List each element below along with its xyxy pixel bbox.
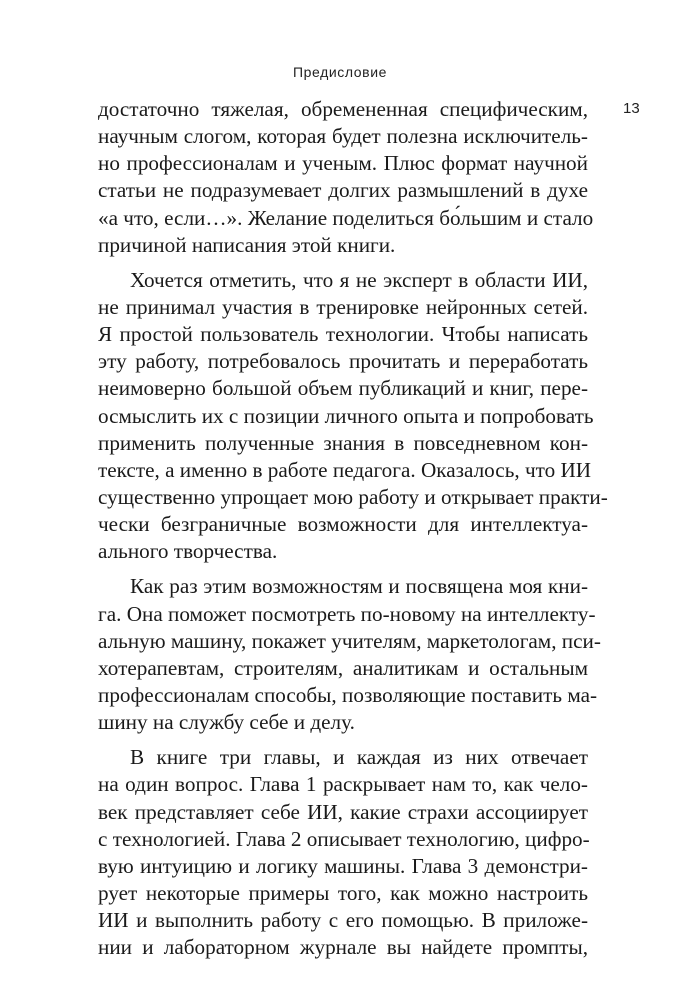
body-text [98,96,608,961]
text-line: достаточно тяжелая, обремененная специфическим, [98,97,588,121]
text-line: рует некоторые примеры того, как можно настроить [98,880,588,905]
text-line: Как раз этим возможностям и посвящена моя кни- [130,574,588,599]
text-line: научным слогом, которая будет полезна исключитель- [98,124,588,149]
text-line: век представляет себе ИИ, какие страхи ассоциирует [98,799,588,824]
text-line: нии и лабораторном журнале вы найдете промпты, [98,935,588,960]
text-line: существенно упрощает мою работу и открывает практи- [98,484,608,509]
text-line: Хочется отметить, что я не эксперт в области ИИ, [130,267,588,292]
text-line: статьи не подразумевает долгих размышлений в духе [98,178,588,203]
page-number: 13 [623,100,640,117]
text-line: альную машину, покажет учителям, маркетологам, пси- [98,628,601,653]
text-line: профессионалам способы, позволяющие поставить ма- [98,682,598,707]
text-line: «а что, если…». Желание поделиться бо́льшим и стало [98,205,594,230]
paragraph [98,573,601,736]
text-line: с технологией. Глава 2 описывает технологию, цифро- [98,826,590,851]
text-line: В книге три главы, и каждая из них отвечает [130,745,588,770]
running-head: Предисловие [292,64,388,80]
text-line: эту работу, потребовалось прочитать и переработать [98,349,588,374]
text-line: хотерапевтам, строителям, аналитикам и остальным [98,655,588,680]
text-line: тексте, а именно в работе педагога. Оказалось, что ИИ [98,457,592,482]
text-line: не принимал участия в тренировке нейронных сетей. [98,294,588,319]
paragraph [98,744,588,961]
text-line: Я простой пользователь технологии. Чтобы написать [98,322,588,347]
text-line: ального творчества. [98,539,278,564]
text-line: осмыслить их с позиции личного опыта и попробовать [98,403,594,428]
text-line: на один вопрос. Глава 1 раскрывает нам то, как чело- [98,772,588,797]
text-line: вую интуицию и логику машины. Глава 3 демонстри- [98,853,588,878]
text-line: неимоверно большой объем публикаций и книг, пере- [98,376,588,401]
text-line: чески безграничные возможности для интеллектуа- [98,512,588,537]
text-line: применить полученные знания в повседневном кон- [98,430,588,455]
paragraph [98,96,594,259]
text-line: ИИ и выполнить работу с его помощью. В приложе- [98,908,588,933]
text-line: причиной написания этой книги. [98,232,396,257]
text-line: га. Она поможет посмотреть по-новому на интеллекту- [98,601,596,626]
paragraph [98,267,608,566]
text-line: шину на службу себе и делу. [98,710,355,735]
text-line: но профессионалам и ученым. Плюс формат научной [98,151,588,176]
